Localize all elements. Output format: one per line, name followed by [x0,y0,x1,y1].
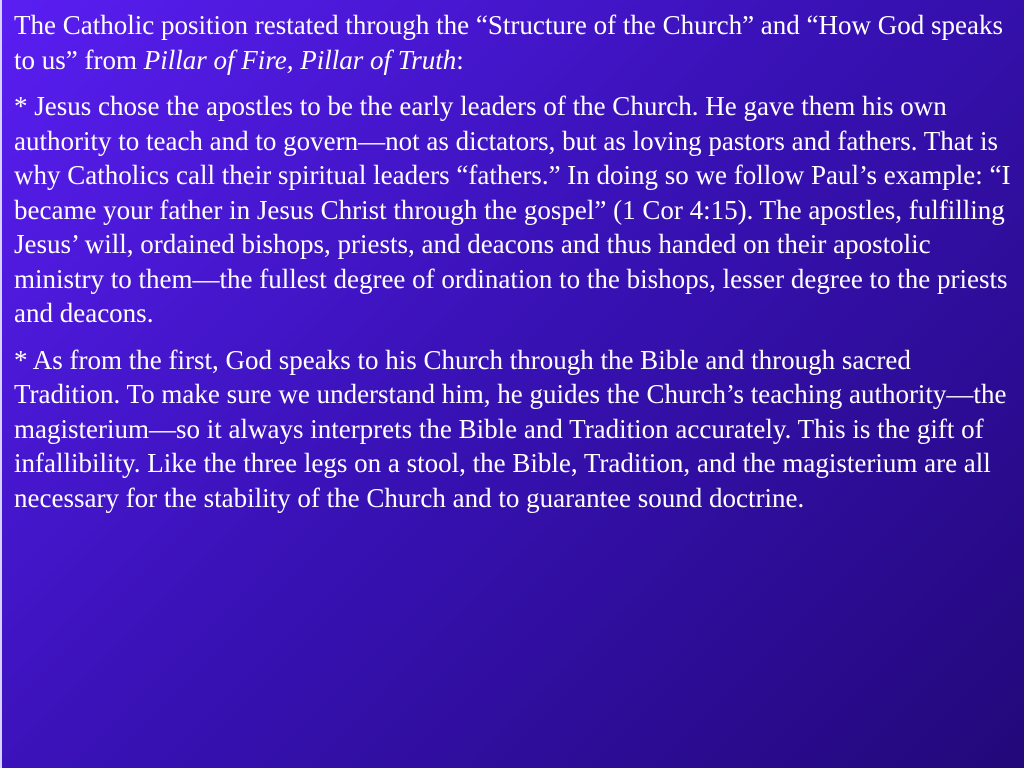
bullet-how-god-speaks: * As from the first, God speaks to his Church through the Bible and through sacred Tradition. To make sure we understand him, he guides the Church’s teaching authority—the magisterium—so it always interprets the Bible and Tradition accurately. This is the gift of infallibility. Like the three legs on a stool, the Bible, Tradition, and the magisterium are all necessary for the stability of the Church and to guarantee sound doctrine. [14,344,1007,513]
intro-tail: : [456,44,464,75]
book-title: Pillar of Fire, Pillar of Truth [143,44,457,75]
intro-paragraph [14,8,1012,77]
bullet-structure-of-church: * Jesus chose the apostles to be the early leaders of the Church. He gave them his own authority to teach and to govern—not as dictators, but as loving pastors and fathers. That is why Catholics call their spiritual leaders “fathers.” In doing so we follow Paul’s example: “I became your father in Jesus Christ through the gospel” (1 Cor 4:15). The apostles, fulfilling Jesus’ will, ordained bishops, priests, and deacons and thus handed on their apostolic ministry to them—the fullest degree of ordination to the bishops, lesser degree to the priests and deacons. [14,91,1011,328]
intro-lead: The Catholic position restated through the “Structure of the Church” and “How God speaks to us” from [14,10,1003,75]
